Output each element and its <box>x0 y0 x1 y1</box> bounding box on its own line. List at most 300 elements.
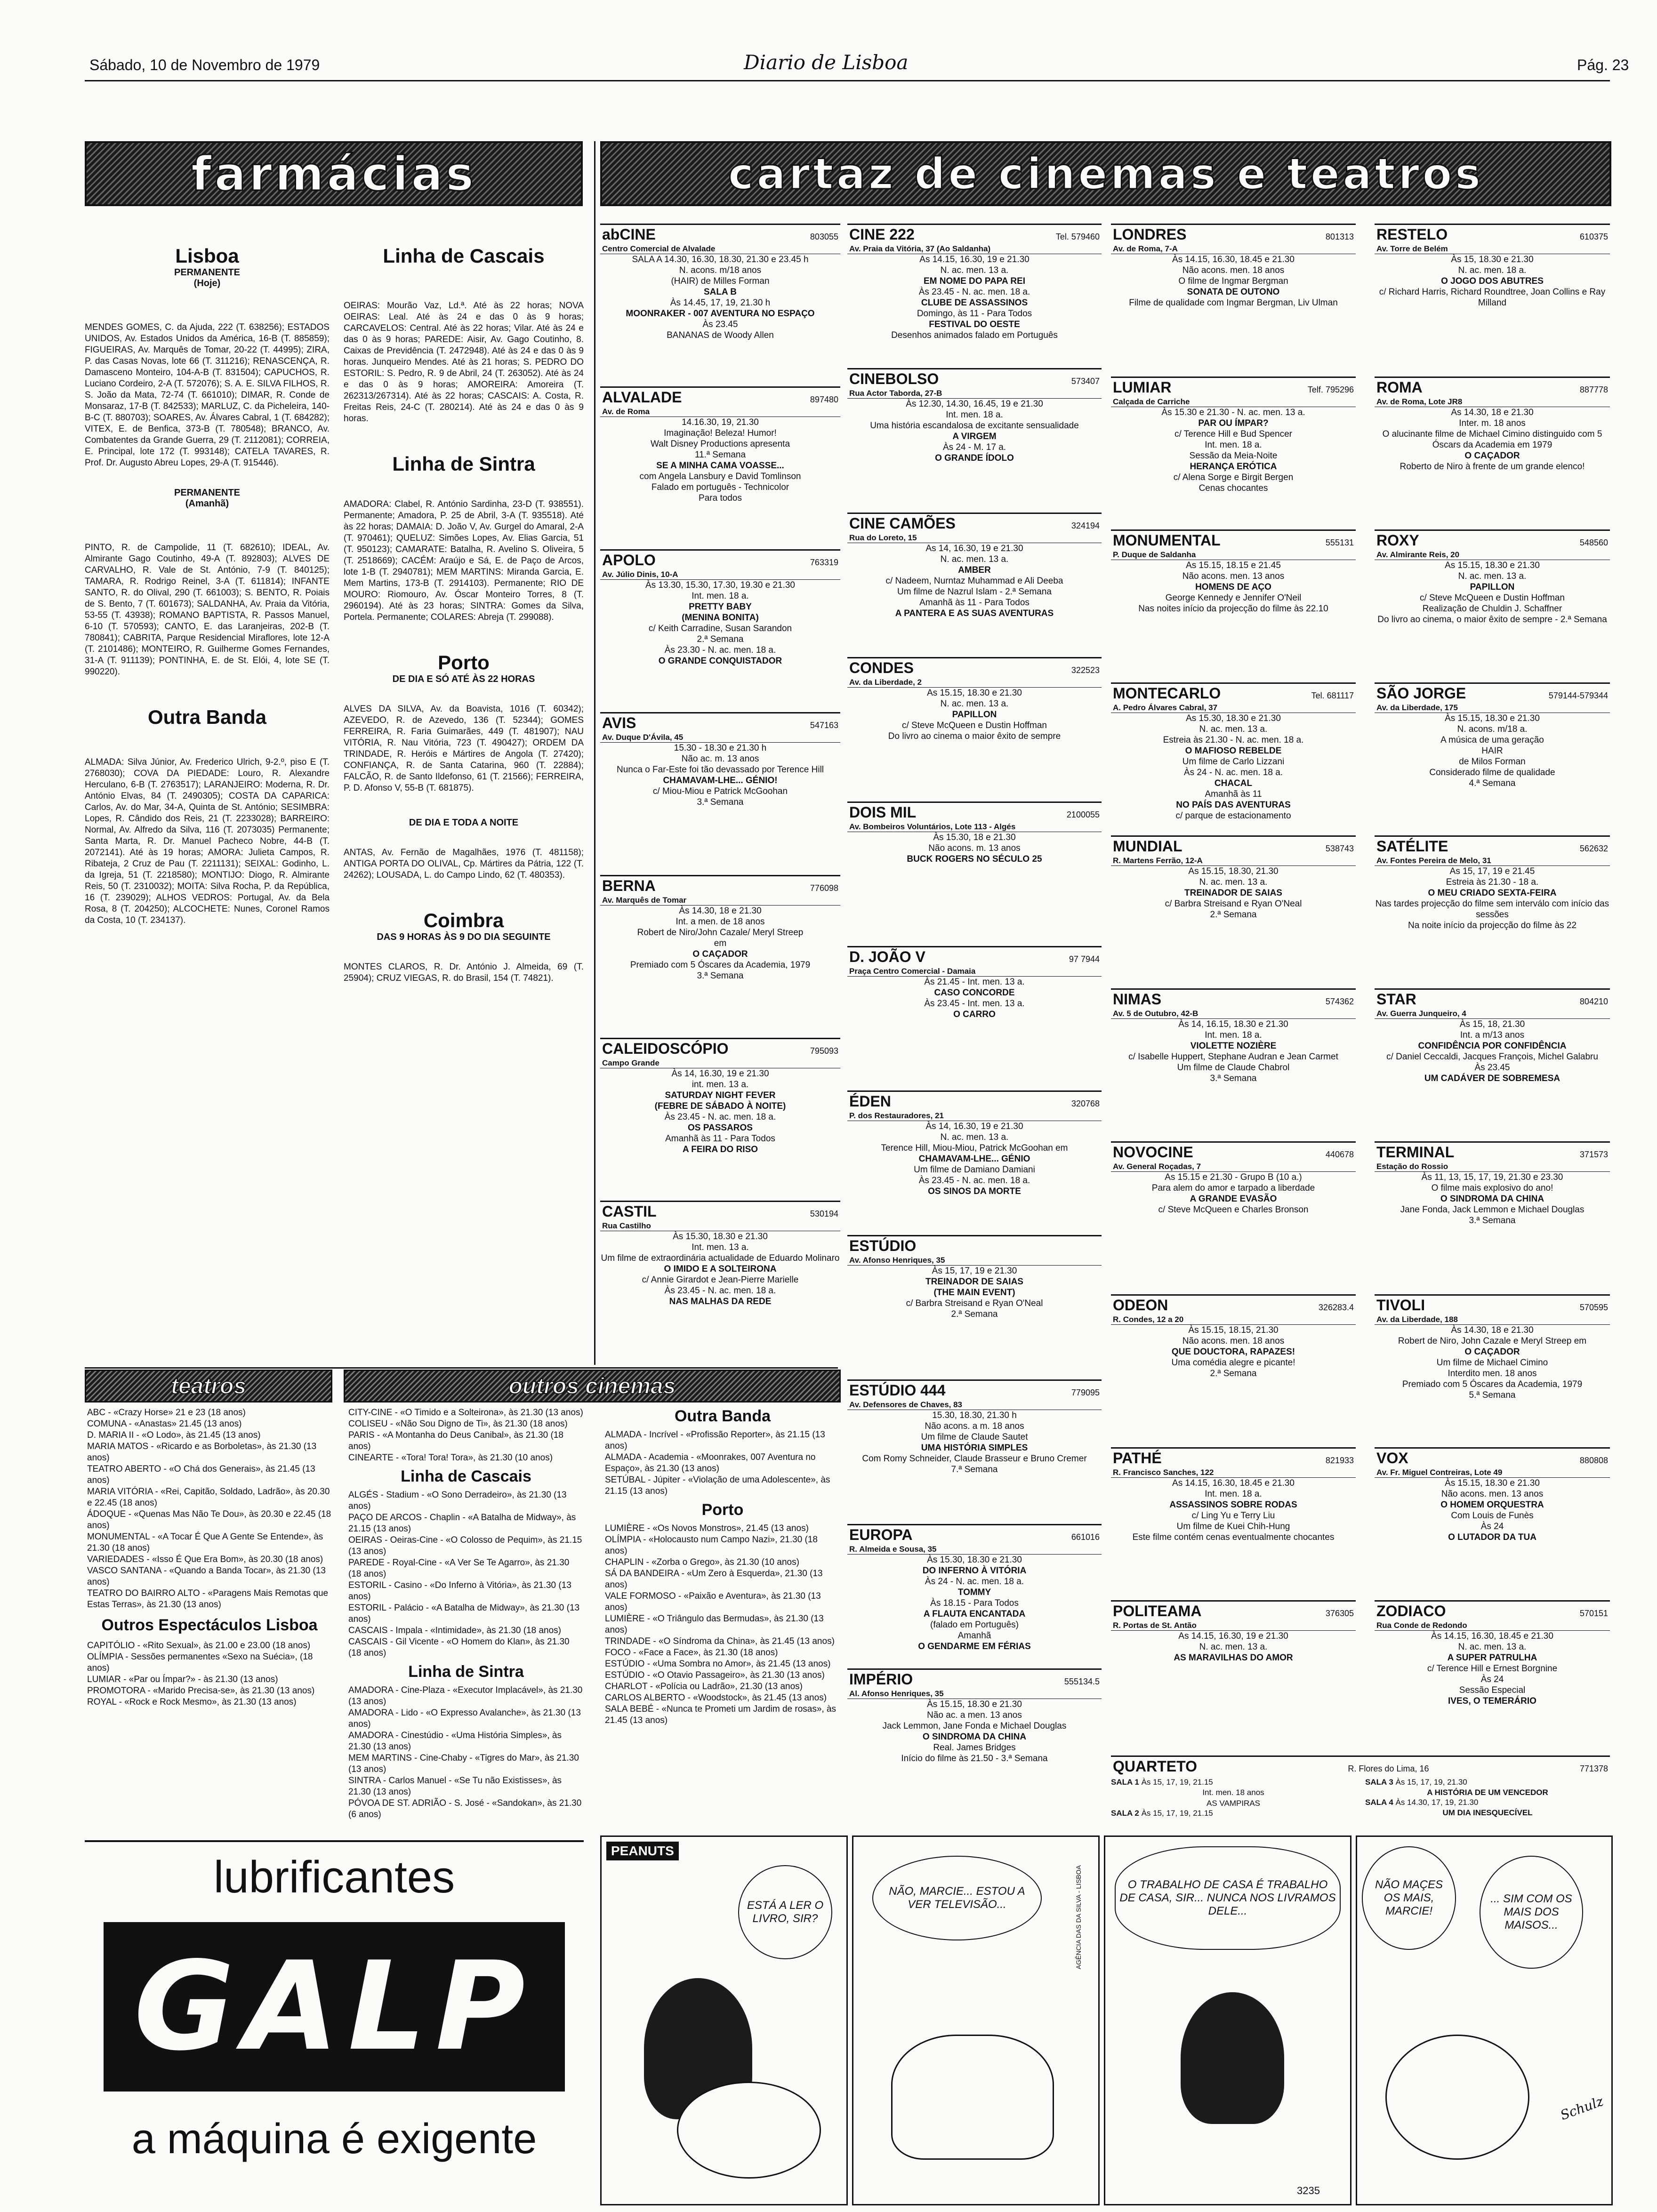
showtime-line: Int. men. 18 a. <box>1205 1489 1262 1499</box>
showtime-line: Nas noites início da projecção do filme às 22.10 <box>1138 604 1328 614</box>
cinema-header <box>1375 1602 1610 1621</box>
coimbra-title: Coimbra <box>423 909 504 931</box>
showtime-line: A FLAUTA ENCANTADA <box>923 1609 1026 1619</box>
cinema-box <box>1375 1600 1610 1752</box>
showtime-line: c/ Isabelle Huppert, Stephane Audran e Jean Carmet <box>1128 1052 1338 1062</box>
showtime-line: c/ Ling Yu e Terry Liu <box>1191 1511 1275 1521</box>
showtime-line: Às 15.15, 18.15, 21.30 <box>1188 1325 1279 1335</box>
cinema-header <box>600 713 840 733</box>
showtime-line: PAPILLON <box>1470 582 1515 592</box>
cinema-header <box>847 225 1102 244</box>
cinema-box <box>1375 1447 1610 1599</box>
cinema-header <box>600 388 840 407</box>
showtime-line: As 14.15, 16.30, 19 e 21.30 <box>919 255 1030 264</box>
showtime-line: Um filme de Nazrul Islam - 2.ª Semana <box>897 587 1052 597</box>
showtime-line: O LUTADOR DA TUA <box>1448 1532 1536 1542</box>
showtime-line: N. ac. men. 13 a. <box>940 1132 1009 1142</box>
cinema-header <box>1111 837 1356 856</box>
cinema-box <box>1375 377 1610 528</box>
cinema-header <box>847 1525 1102 1545</box>
showtime-line: As 15.15, 18.15 e 21.45 <box>1186 561 1281 570</box>
showtime-line: Int. a m/13 anos <box>1460 1030 1525 1040</box>
showtime-line: Uma história escandalosa de excitante sensualidade <box>870 421 1079 431</box>
showtime-line: O MAFIOSO REBELDE <box>1185 746 1282 756</box>
showtime-line: com Angela Lansbury e David Tomlinson <box>639 472 801 481</box>
cinema-box <box>847 1524 1102 1667</box>
showtime-line: O CAÇADOR <box>1464 451 1520 461</box>
cinema-box <box>847 1668 1102 1811</box>
cinema-lisboa-entry: CITY-CINE - «O Timido e a Solteirona», às 21.30 (13 anos) <box>348 1408 583 1418</box>
cartaz-col-1 <box>600 224 840 1365</box>
cinema-name: abCINE <box>602 226 656 243</box>
showtime-line: CLUBE DE ASSASSINOS <box>921 298 1028 308</box>
showtime-line: Às 23.45 - N. ac. men. 18 a. <box>918 1176 1030 1186</box>
cinema-phone: 570151 <box>1579 1609 1608 1618</box>
cinema-header <box>1375 531 1610 550</box>
showtime-line: c/ Daniel Ceccaldi, Jacques François, Michel Galabru <box>1386 1052 1598 1062</box>
cinema-header <box>1375 225 1610 244</box>
showtime-line: Do livro ao cinema, o maior êxito de sempre - 2.ª Semana <box>1377 615 1607 625</box>
cinema-phone: 2100055 <box>1066 810 1100 819</box>
showtime-line: PAR OU ÍMPAR? <box>1198 418 1269 428</box>
cinema-name: ALVALADE <box>602 389 682 406</box>
cinema-header <box>1375 837 1610 856</box>
header-date: Sábado, 10 de Novembro de 1979 <box>89 56 320 73</box>
comic-signature: Schulz <box>1558 2093 1606 2124</box>
cinema-address: R. Portas de St. Antão <box>1111 1621 1356 1631</box>
cinema-name: ÉDEN <box>849 1093 891 1110</box>
porto-sub1: DE DIA E SÓ ATÉ ÀS 22 HORAS <box>392 674 535 684</box>
showtime-line: N. ac. men. 13 a. <box>940 265 1009 275</box>
cinema-box <box>600 1201 840 1362</box>
showtime-line: Um filme de Carlo Lizzani <box>1182 757 1285 767</box>
galp-ad <box>85 1840 584 2209</box>
cinema-address: R. Francisco Sanches, 122 <box>1111 1468 1356 1478</box>
cinema-box <box>600 386 840 548</box>
showtime-line: UMA HISTÓRIA SIMPLES <box>921 1443 1028 1453</box>
showtime-line: c/ Barbra Streisand e Ryan O'Neal <box>1165 899 1302 909</box>
showtime-line: (THE MAIN EVENT) <box>933 1288 1015 1298</box>
showtime-line: As 15.15, 18.30 e 21.30 <box>1445 561 1540 570</box>
showtime-line: 11.ª Semana <box>694 450 746 460</box>
cinema-box <box>1111 835 1356 987</box>
quarteto-addr: R. Flores do Lima, 16 <box>1348 1764 1429 1773</box>
sala2-l0: Às 15, 17, 19, 21.15 <box>1141 1809 1213 1818</box>
showtime-line: Início do filme às 21.50 - 3.ª Semana <box>901 1754 1048 1763</box>
outros-col-b <box>605 1407 840 1726</box>
cinema-header <box>1375 1296 1610 1315</box>
showtime-line: A SUPER PATRULHA <box>1447 1653 1537 1663</box>
bubble-4: NÃO MAÇES OS MAIS, MARCIE! <box>1362 1846 1456 1950</box>
showtime-line: Nunca o Far-Este foi tão devassado por Terence Hill <box>616 765 824 775</box>
bubble-5: ... SIM COM OS MAIS DOS MAISOS... <box>1480 1856 1583 1969</box>
cinema-address: Av. da Liberdade, 175 <box>1375 703 1610 713</box>
showtime-line: CASO CONCORDE <box>934 988 1015 998</box>
cinema-box <box>1111 1600 1356 1752</box>
oc-cascais-title: Linha de Cascais <box>401 1467 531 1485</box>
showtime-line: NO PAÍS DAS AVENTURAS <box>1176 800 1291 810</box>
comic-strip <box>600 1835 1610 2203</box>
cinema-box <box>847 657 1102 800</box>
cinema-phone: 530194 <box>810 1209 838 1218</box>
showtime-line: 14.16.30, 19, 21.30 <box>682 417 759 427</box>
showtime-line: Robert de Niro/John Cazale/ Meryl Streep <box>637 928 804 938</box>
showtime-line: Jane Fonda, Jack Lemmon e Michael Douglas <box>1400 1205 1585 1215</box>
cinema-address: Av. Júlio Dinis, 10-A <box>600 570 840 580</box>
cinema-name: APOLO <box>602 552 656 569</box>
cinema-box <box>1111 224 1356 375</box>
showtime-line: N. acons. m/18 a. <box>1457 724 1528 734</box>
cinema-phone: 555134.5 <box>1064 1677 1100 1686</box>
cinema-porto-entry: LUMIÈRE - «Os Novos Monstros», 21.45 (13 anos) <box>605 1523 809 1533</box>
teatro-entry: VASCO SANTANA - «Quando a Banda Tocar», às 21.30 (13 anos) <box>87 1566 326 1587</box>
permanente-amanha-list: PINTO, R. de Campolide, 11 (T. 682610); IDEAL, Av. Almirante Gago Coutinho, 49-A (T. 892803); ALVES DE CARVALHO, R. Vale de St. António, 7-9 (T. 840125); TAMARA, R. Rodrigo Reinel, 3-A (T. 611814); INFANTE SANTO, R. do Olival, 290 (T. 661003); S. BENTO, R. Poiais de S. Bento, 7 (T. 601673); SALDANHA, Av. Praia da Vitória, 53-55 (T. 43938); ROMANO BAPTISTA, R. Passos Manuel, 6-10 (T. 570593); CANTO, E. das Laranjeiras, 202-B (T. 780841); CABRITA, Parque Residencial Miraflores, lote 12-A (T. 2101486); MONTEIRO, R. Guilherme Gomes Fernandes, 31-A (T. 911139); PONTINHA, E. de St. Elói, 4, lote SE (T. 990220). <box>85 543 330 677</box>
permanente-hoje-title: PERMANENTE <box>174 267 240 278</box>
porto-list2: ANTAS, Av. Fernão de Magalhães, 1976 (T. 481158); ANTIGA PORTA DO OLIVAL, Cp. Mártires da Pátria, 122 (T. 24262); LOUSADA, L. do Campo Lindo, 62 (T. 480353). <box>344 848 584 880</box>
showtime-line: As 15.15 e 21.30 - Grupo B (10 a.) <box>1165 1172 1302 1182</box>
cinema-header <box>1375 684 1610 703</box>
showtime-line: Às 23.30 - N. ac. men. 18 a. <box>664 645 776 655</box>
cinema-name: MONTECARLO <box>1113 685 1221 702</box>
showtime-line: As 15.15, 18.30 e 21.30 <box>927 688 1022 698</box>
cinema-phone: 574362 <box>1325 997 1354 1006</box>
showtime-line: int. men. 13 a. <box>692 1080 749 1090</box>
showtime-line: CONFIDÊNCIA POR CONFIDÊNCIA <box>1418 1041 1567 1051</box>
cinema-address: Av. Almirante Reis, 20 <box>1375 550 1610 560</box>
showtime-line: As 15, 17, 19 e 21.45 <box>1449 866 1535 876</box>
sala1-l3: AS VAMPIRAS <box>1207 1799 1260 1808</box>
showtime-line: Robert de Niro, John Cazale e Meryl Streep em <box>1398 1336 1587 1346</box>
showtime-line: Filme de qualidade com Ingmar Bergman, Liv Ulman <box>1129 298 1338 308</box>
showtime-line: Desenhos animados falado em Português <box>891 330 1058 340</box>
showtime-line: c/ parque de estacionamento <box>1175 811 1291 821</box>
quarteto-sala3 <box>1365 1778 1610 1818</box>
cinema-name: MUNDIAL <box>1113 838 1182 855</box>
cinema-name: NIMAS <box>1113 991 1162 1008</box>
cinema-box <box>847 1090 1102 1234</box>
showtime-line: c/ Steve McQueen e Dustin Hoffman <box>1419 593 1565 603</box>
showtime-line: Estreia às 21.30 - N. ac. men. 18 a. <box>1163 735 1304 745</box>
cinema-phone: 376305 <box>1325 1609 1354 1618</box>
cinema-address: Al. Afonso Henriques, 35 <box>847 1689 1102 1699</box>
showtime-line: N. acons. m/18 anos <box>679 265 762 275</box>
comic-panel-1 <box>600 1835 848 2205</box>
bubble-1: ESTÁ A LER O LIVRO, SIR? <box>738 1865 832 1959</box>
outros-cinemas-banner <box>344 1370 841 1403</box>
sintra-list: AMADORA: Clabel, R. António Sardinha, 23-D (T. 938551). Permanente; Amadora, P. 25 de Abril, 3-A (T. 935518). Até às 22 horas; DAMAIA: D. João V, Av. Gurgel do Amaral, 2-A (T. 970461); QUELUZ: Simões Lopes, Av. Elias Garcia, 51 (T. 950123); CAMARATE: Batalha, R. Avelino S. Oliveira, 5 (T. 2518669); CACÉM: Araújo e Sá, E. de Paço de Arcos, lote 1-B (T. 2940781); MEM MARTINS: Miranda Garcia, E. Mem Martins, 173-B (T. 2914103). Permanente; RIO DE MOURO: Riomouro, Av. Óscar Monteiro Torres, 8 (T. 2960194). Até às 23 horas; SINTRA: Gomes da Silva, Portela. Permanente; COLARES: Abreja (T. 299088). <box>344 499 584 622</box>
showtime-line: Às 14, 16.30, 19 e 21.30 <box>671 1069 769 1079</box>
cinema-sintra-entry: MEM MARTINS - Cine-Chaby - «Tigres do Mar», às 21.30 (13 anos) <box>348 1753 579 1774</box>
cinema-name: TIVOLI <box>1376 1297 1425 1314</box>
showtime-line: 3.ª Semana <box>697 971 744 981</box>
showtime-line: Um filme de extraordinária actualidade de Eduardo Molinaro <box>601 1253 840 1263</box>
showtime-line: 2.ª Semana <box>951 1309 998 1319</box>
farmacias-banner <box>85 141 583 206</box>
showtime-line: N. ac. men. 18 a. <box>1458 265 1527 275</box>
cinema-header <box>1111 990 1356 1009</box>
showtime-line: A GRANDE EVASÃO <box>1190 1194 1277 1204</box>
showtime-line: Às 13.30, 15.30, 17.30, 19.30 e 21.30 <box>645 580 795 590</box>
showtime-line: George Kennedy e Jennifer O'Neil <box>1165 593 1302 603</box>
outro-espectaculo-entry: PROMOTORA - «Marido Precisa-se», às 21.30 (13 anos) <box>87 1686 315 1696</box>
showtime-line: Às 24 <box>1480 1675 1504 1684</box>
cinema-header <box>1111 378 1356 397</box>
showtime-line: Real. James Bridges <box>933 1743 1016 1753</box>
cinema-box <box>600 1038 840 1199</box>
teatro-entry: TEATRO DO BAIRRO ALTO - «Paragens Mais Remotas que Estas Terras», às 21.30 (13 anos) <box>87 1588 329 1610</box>
cinema-phone: 570595 <box>1579 1303 1608 1312</box>
quarteto-phone: 771378 <box>1579 1764 1608 1773</box>
outros-col-a <box>348 1407 584 1820</box>
teatro-entry: ÁDOQUE - «Quenas Mas Não Te Dou», às 20.30 e 22.45 (18 anos) <box>87 1509 331 1531</box>
teatros-banner <box>85 1370 332 1403</box>
permanente-hoje-sub: (Hoje) <box>193 278 221 289</box>
showtime-line: NAS MALHAS DA REDE <box>669 1297 772 1306</box>
cinema-phone: 322523 <box>1071 665 1100 675</box>
cinema-name: D. JOÃO V <box>849 948 925 965</box>
cinema-address: Av. da Liberdade, 2 <box>847 678 1102 688</box>
showtime-line: 7.ª Semana <box>951 1465 998 1475</box>
cinema-phone: 803055 <box>810 232 838 241</box>
showtime-line: Int. men. 13 a. <box>692 1242 749 1252</box>
galp-bottom-text: a máquina é exigente <box>131 2116 537 2163</box>
showtime-line: em <box>714 938 727 948</box>
showtime-line: Não acons. a m. 18 anos <box>925 1421 1024 1431</box>
outro-espectaculo-entry: LUMIAR - «Par ou Ímpar?» - às 21.30 (13 anos) <box>87 1675 278 1684</box>
showtime-line: c/ Steve McQueen e Dustin Hoffman <box>901 721 1047 730</box>
cinema-box <box>1375 1141 1610 1293</box>
cinema-address: R. Condes, 12 a 20 <box>1111 1315 1356 1325</box>
showtime-line: Estreia às 21.30 - 18 a. <box>1446 877 1539 887</box>
permanente-amanha-title: PERMANENTE <box>174 488 240 498</box>
coimbra-list: MONTES CLAROS, R. Dr. António J. Almeida, 69 (T. 25904); CRUZ VIEGAS, R. do Brasil, 154 (T. 74821). <box>344 962 584 983</box>
showtime-line: 15.30 - 18.30 e 21.30 h <box>674 743 767 753</box>
cinema-address: Av. de Roma, Lote JR8 <box>1375 397 1610 407</box>
cinema-cascais-entry: PAÇO DE ARCOS - Chaplin - «A Batalha de Midway», às 21.15 (13 anos) <box>348 1513 576 1534</box>
showtime-line: Às 15.30, 18.30 e 21.30 <box>673 1232 768 1242</box>
cinema-header <box>847 658 1102 678</box>
quarteto-name: QUARTETO <box>1113 1758 1197 1775</box>
cinema-address: Av. Fr. Miguel Contreiras, Lote 49 <box>1375 1468 1610 1478</box>
showtime-line: A FEIRA DO RISO <box>682 1145 758 1154</box>
cinema-name: IMPÉRIO <box>849 1671 913 1688</box>
lisboa-title: Lisboa <box>175 245 239 267</box>
cinema-porto-entry: ESTÚDIO - «O Otavio Passageiro», às 21.30 (13 anos) <box>605 1670 825 1680</box>
showtime-line: UM CADÁVER DE SOBREMESA <box>1424 1074 1560 1083</box>
galp-brand: GALP <box>134 1936 535 2078</box>
showtime-line: Int. men. 18 a. <box>1205 440 1262 450</box>
cinema-box <box>847 1235 1102 1378</box>
showtime-line: O SINDROMA DA CHINA <box>1440 1194 1544 1204</box>
oc-sintra-title: Linha de Sintra <box>408 1663 524 1681</box>
cinema-name: PATHÉ <box>1113 1450 1162 1467</box>
sala1-l0: Às 15, 17, 19, 21.15 <box>1141 1778 1213 1787</box>
showtime-line: SE A MINHA CAMA VOASSE... <box>656 461 784 471</box>
showtime-line: Às 14.30, 18 e 21.30 <box>1451 1325 1534 1335</box>
cinema-address: Av. da Liberdade, 188 <box>1375 1315 1610 1325</box>
coimbra-sub: DAS 9 HORAS ÀS 9 DO DIA SEGUINTE <box>377 932 551 942</box>
showtime-line: Às 11, 13, 15, 17, 19, 21.30 e 23.30 <box>1421 1172 1563 1182</box>
showtime-line: HERANÇA ERÓTICA <box>1190 462 1277 472</box>
farmacias-title: farmácias <box>191 146 477 201</box>
showtime-line: Às 23.45 - Int. men. 13 a. <box>924 999 1025 1009</box>
cinema-header <box>847 947 1102 967</box>
farmacias-col-b <box>344 245 584 984</box>
cinema-name: ODEON <box>1113 1297 1168 1314</box>
cinema-sintra-entry: SINTRA - Carlos Manuel - «Se Tu não Existisses», às 21.30 (13 anos) <box>348 1776 562 1797</box>
showtime-line: c/ Miou-Miou e Patrick McGoohan <box>652 786 788 796</box>
outros-cinemas-title: outros cinemas <box>508 1373 676 1399</box>
showtime-line: Não ac. a men. 13 anos <box>927 1710 1022 1720</box>
showtime-line: TREINADOR DE SAIAS <box>1184 888 1282 898</box>
cinema-address: Praça Centro Comercial - Damaia <box>847 967 1102 977</box>
showtime-line: 2.ª Semana <box>697 634 744 644</box>
showtime-line: Interdito men. 18 anos <box>1448 1369 1537 1378</box>
showtime-line: BANANAS de Woody Allen <box>667 330 774 340</box>
showtime-line: SALA B <box>703 287 737 297</box>
showtime-line: Int. a men. de 18 anos <box>676 917 765 927</box>
cinema-name: ZODIACO <box>1376 1603 1446 1619</box>
cinema-ob-entry: SETÚBAL - Júpiter - «Violação de uma Adolescente», às 21.15 (13 anos) <box>605 1475 830 1496</box>
cinema-name: VOX <box>1376 1450 1408 1467</box>
cinema-address: Av. Bombeiros Voluntários, Lote 113 - Algés <box>847 822 1102 832</box>
cinema-address: A. Pedro Álvares Cabral, 37 <box>1111 703 1356 713</box>
showtime-line: CHAMAVAM-LHE... GÉNIO <box>918 1154 1030 1164</box>
page-number: Pág. 23 <box>1577 56 1629 73</box>
showtime-line: DO INFERNO À VITÓRIA <box>922 1566 1027 1576</box>
showtime-line: O GENDARME EM FÉRIAS <box>918 1642 1031 1651</box>
showtime-line: N. ac. men. 13 a. <box>940 554 1009 564</box>
teatro-entry: ABC - «Crazy Horse» 21 e 23 (18 anos) <box>87 1408 246 1418</box>
cinema-phone: 548560 <box>1579 538 1608 547</box>
cinema-phone: 579144-579344 <box>1548 691 1608 700</box>
showtime-line: O filme de Ingmar Bergman <box>1178 276 1288 286</box>
cinema-header <box>1375 1449 1610 1468</box>
showtime-line: HOMENS DE AÇO <box>1195 582 1271 592</box>
showtime-line: As 15.15, 18.30, 21.30 <box>1188 866 1279 876</box>
showtime-line: 15.30, 18.30, 21.30 h <box>932 1411 1017 1420</box>
cinema-phone: 897480 <box>810 395 838 404</box>
cinema-address: Rua Actor Taborda, 27-B <box>847 389 1102 399</box>
cinema-name: MONUMENTAL <box>1113 532 1221 549</box>
teatro-entry: TEATRO ABERTO - «O Chá dos Generais», às 21.45 (13 anos) <box>87 1464 315 1485</box>
cinema-name: LONDRES <box>1113 226 1187 243</box>
cinema-address: Rua do Loreto, 15 <box>847 533 1102 543</box>
cinema-lisboa-entry: COLISEU - «Não Sou Digno de Ti», às 21.30 (18 anos) <box>348 1419 568 1429</box>
quarteto-box <box>1111 1755 1610 1818</box>
cinema-box <box>600 875 840 1036</box>
cinema-box <box>1111 988 1356 1140</box>
showtime-line: Às 14.15, 16.30, 18.45 e 21.30 <box>1431 1631 1553 1641</box>
showtime-line: Às 24 <box>1480 1522 1504 1531</box>
showtime-line: N. ac. men. 13 a. <box>1458 1642 1527 1652</box>
cinema-phone: 97 7944 <box>1069 954 1100 964</box>
showtime-line: Amanhã <box>957 1631 991 1641</box>
showtime-line: N. ac. men. 13 a. <box>1199 724 1268 734</box>
showtime-line: Às 12.30, 14.30, 16.45, 19 e 21.30 <box>906 399 1043 409</box>
showtime-line: (HAIR) de Milles Forman <box>671 276 770 286</box>
cinema-address: Av. Duque D'Ávila, 45 <box>600 733 840 743</box>
cinema-cascais-entry: OEIRAS - Oeiras-Cine - «O Colosso de Pequim», às 21.15 (13 anos) <box>348 1535 582 1556</box>
cinema-header <box>1111 531 1356 550</box>
showtime-line: c/ Nadeem, Nurntaz Muhammad e Ali Deeba <box>885 576 1063 586</box>
cinema-box <box>1375 835 1610 987</box>
cinema-phone: 610375 <box>1579 232 1608 241</box>
showtime-line: O SINDROMA DA CHINA <box>922 1732 1027 1742</box>
cinema-phone: 804210 <box>1579 997 1608 1006</box>
showtime-line: FESTIVAL DO OESTE <box>929 320 1020 329</box>
cinema-name: EUROPA <box>849 1526 913 1543</box>
showtime-line: SONATA DE OUTONO <box>1187 287 1280 297</box>
cinema-header <box>847 369 1102 389</box>
showtime-line: Às 14, 16.30, 19 e 21.30 <box>925 1122 1023 1131</box>
showtime-line: OS PASSAROS <box>688 1123 753 1133</box>
cascais-title: Linha de Cascais <box>383 245 545 267</box>
cinema-address: Av. Praia da Vitória, 37 (Ao Saldanha) <box>847 244 1102 254</box>
cinema-box <box>1375 224 1610 375</box>
showtime-line: Amanhã às 11 - Para Todos <box>665 1134 775 1144</box>
cinema-box <box>847 946 1102 1089</box>
cinema-name: ROXY <box>1376 532 1419 549</box>
showtime-line: O CAÇADOR <box>692 949 748 959</box>
showtime-line: Nas tardes projecção do filme sem interválo com início das sessões <box>1375 899 1609 920</box>
showtime-line: O MEU CRIADO SEXTA-FEIRA <box>1428 888 1557 898</box>
showtime-line: 5.ª Semana <box>1469 1390 1516 1400</box>
showtime-line: O filme mais explosivo do ano! <box>1431 1183 1553 1193</box>
cinema-box <box>1111 1447 1356 1599</box>
showtime-line: c/ Terence Hill e Bud Spencer <box>1174 429 1292 439</box>
cinema-name: ESTÚDIO 444 <box>849 1382 946 1399</box>
cinema-porto-entry: CHAPLIN - «Zorba o Grego», às 21.30 (10 anos) <box>605 1557 799 1567</box>
cinema-header <box>847 1381 1102 1400</box>
showtime-line: Um filme de Claude Chabrol <box>1177 1063 1290 1073</box>
cinema-name: POLITEAMA <box>1113 1603 1202 1619</box>
cinema-phone: 562632 <box>1579 844 1608 853</box>
cinema-box <box>847 801 1102 945</box>
cinema-box <box>847 513 1102 656</box>
comic-number: 3235 <box>1297 2185 1320 2196</box>
cinema-phone: 547163 <box>810 721 838 730</box>
showtime-line: (FEBRE DE SÁBADO À NOITE) <box>654 1101 786 1111</box>
cinema-phone: 555131 <box>1325 538 1354 547</box>
showtime-line: Às 15, 18, 21.30 <box>1459 1019 1525 1029</box>
cinema-header <box>1375 990 1610 1009</box>
showtime-line: Realização de Chuldin J. Schaffner <box>1422 604 1562 614</box>
cinema-phone: 887778 <box>1579 385 1608 394</box>
showtime-line: AMBER <box>958 565 991 575</box>
lower-rule <box>85 1367 838 1369</box>
oc-ob-title: Outra Banda <box>674 1407 771 1425</box>
cinema-cascais-entry: CASCAIS - Impala - «Intimidade», às 21.30 (18 anos) <box>348 1626 562 1635</box>
cinema-sintra-entry: AMADORA - Cine-Plaza - «Executor Implacável», às 21.30 (13 anos) <box>348 1685 583 1707</box>
cinema-box <box>600 712 840 874</box>
cinema-name: CINE 222 <box>849 226 915 243</box>
showtime-line: As 14, 16.30, 19 e 21.30 <box>925 544 1023 553</box>
cinema-address: Centro Comercial de Alvalade <box>600 244 840 254</box>
showtime-line: (falado em Português) <box>930 1620 1019 1630</box>
showtime-line: Não acons. men. 13 anos <box>1182 571 1285 581</box>
showtime-line: Considerado filme de qualidade <box>1429 768 1555 777</box>
showtime-line: O JOGO DOS ABUTRES <box>1441 276 1544 286</box>
cinema-name: CINE CAMÕES <box>849 515 956 532</box>
showtime-line: Às 18.15 - Para Todos <box>930 1598 1019 1608</box>
showtime-line: Às 14.30, 18 e 21.30 <box>679 906 762 916</box>
cascais-list: OEIRAS: Mourão Vaz, Ld.ª. Até às 22 horas; NOVA OEIRAS: Leal. Até às 24 e das 0 às 9 horas; CARCAVELOS: Central. Até às 22 horas; Vilar. Até às 24 e das 0 às 9 horas; PAREDE: Aisir, Av. Gago Coutinho, 8. Caixas de Previdência (T. 2472948). Até às 24 e das 0 às 9 horas. Junqueiro Mendes. Até às 21 horas; S. PEDRO DO ESTORIL: S. Pedro, R. 9 de Abril, 24 (T. 263052). Até às 24 e das 0 às 9 horas; AMOREIRA: Amoreira (T. 262313/267314). Até às 22 horas; CASCAIS: A. Costa, R. Freitas Reis, 24-C (T. 280214). Até às 24 e das 0 às 9 horas. <box>344 301 584 424</box>
cinema-address: Av. Fontes Pereira de Melo, 31 <box>1375 856 1610 866</box>
bubble-3: O TRABALHO DE CASA É TRABALHO DE CASA, SIR... NUNCA NOS LIVRAMOS DELE... <box>1115 1846 1341 1950</box>
showtime-line: de Milos Forman <box>1459 757 1526 767</box>
cinema-porto-entry: ESTÚDIO - «Uma Sombra no Amor», às 21.45 (13 anos) <box>605 1659 831 1669</box>
